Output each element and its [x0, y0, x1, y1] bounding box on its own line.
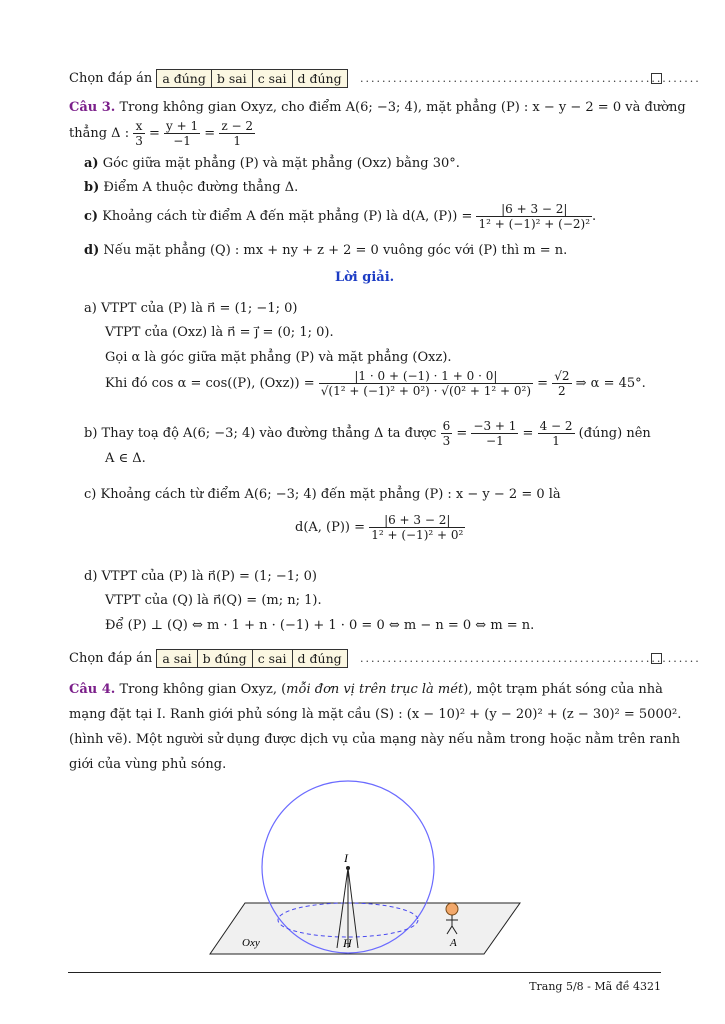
answer-dots: .............................................................. [360, 652, 701, 665]
sol-d-line-2: VTPT của (Q) là n⃗(Q) = (m; n; 1). [105, 593, 322, 608]
q4-line-1: Câu 4. Trong không gian Oxyz, (mỗi đơn vị trên trục là mét), một trạm phát sóng của nhà [69, 682, 663, 697]
sol-a-line-1: a) VTPT của (P) là n⃗ = (1; −1; 0) [84, 301, 298, 316]
q4-label: Câu 4. [69, 682, 116, 697]
answer-option: a đúng [162, 70, 206, 86]
sol-c-line-1: c) Khoảng cách từ điểm A(6; −3; 4) đến mặt phẳng (P) : x − y − 2 = 0 là [84, 487, 561, 502]
label-A: A [450, 937, 457, 949]
label-H: H [343, 936, 352, 950]
sol-d-line-1: d) VTPT của (P) là n⃗(P) = (1; −1; 0) [84, 569, 317, 584]
q3-item-b: b) Điểm A thuộc đường thẳng Δ. [84, 180, 299, 195]
sol-a-line-2: VTPT của (Oxz) là n⃗ = j⃗ = (0; 1; 0). [105, 325, 334, 340]
q3-item-c: c) Khoảng cách từ điểm A đến mặt phẳng (P) là d(A, (P)) = $\frac{|6 + 3 - 2|}{\text{1² + (−1)² + (−2)²}}$ . [84, 202, 597, 231]
answer-option: b sai [211, 70, 252, 87]
q3-frac-1: $\frac{x}{3}$ [135, 119, 143, 148]
answer-option: b đúng [197, 650, 252, 667]
sol-b-line-1: b) Thay toạ độ A(6; −3; 4) vào đường thẳng Δ ta được $\frac{6}{3}$ = $\frac{-3 + 1}{-1}$ = $\frac{4 - 2}{1}$ (đúng) nên [84, 419, 651, 448]
point-I [346, 866, 350, 870]
q3-item-d: d) Nếu mặt phẳng (Q) : mx + ny + z + 2 = 0 vuông góc với (P) thì m = n. [84, 243, 568, 258]
answer-option: d đúng [292, 70, 347, 87]
page-footer: Trang 5/8 - Mã đề 4321 [529, 980, 661, 993]
answer-option: a sai [162, 650, 192, 666]
sol-a-line-4: Khi đó cos α = cos((P), (Oxz)) = $\frac{|1 \cdot 0 + (-1) \cdot 1 + 0 \cdot 0|}{\text{√(1² + (−1)² + 0²) · √(0² + 1² + 0²)}}$ = $\frac{√2}{2}$ ⇒ α = 45°. [105, 369, 646, 398]
footer-rule [68, 972, 661, 973]
solution-title: Lời giải. [335, 270, 395, 285]
sol-b-line-2: A ∈ Δ. [105, 451, 146, 466]
answer-option: c sai [252, 650, 292, 667]
q3-line-equation: thẳng Δ : $\frac{x}{3}$ = $\frac{y + 1}{-1}$ = $\frac{z - 2}{1}$ [69, 119, 253, 148]
answer-dots: .............................................................. [360, 72, 701, 85]
q4-line-2: mạng đặt tại I. Ranh giới phủ sóng là mặt cầu (S) : (x − 10)² + (y − 20)² + (z − 30)² = 5000². [69, 707, 682, 722]
answer-option: c sai [252, 70, 292, 87]
q3-item-a: a) Góc giữa mặt phẳng (P) và mặt phẳng (Oxz) bằng 30°. [84, 156, 460, 171]
q3-intro-text: Trong không gian Oxyz, cho điểm A(6; −3; 4), mặt phẳng (P) : x − y − 2 = 0 và đường [119, 100, 686, 115]
q3-item-c-frac: $\frac{|6 + 3 - 2|}{\text{1² + (−1)² + (−2)²}}$ [478, 202, 591, 231]
sol-a-line-3: Gọi α là góc giữa mặt phẳng (P) và mặt phẳng (Oxz). [105, 350, 452, 365]
label-plane: Oxy [242, 937, 260, 949]
sol-d-line-3: Để (P) ⊥ (Q) ⇔ m · 1 + n · (−1) + 1 · 0 = 0 ⇔ m − n = 0 ⇔ m = n. [105, 618, 535, 633]
answer-prefix: Chọn đáp án [69, 70, 153, 86]
answer-option: d đúng [292, 650, 347, 667]
q4-line-3: (hình vẽ). Một người sử dụng được dịch vụ của mạng này nếu nằm trong hoặc nằm trên ranh [69, 732, 681, 747]
q3-frac-2: $\frac{y + 1}{-1}$ [166, 119, 199, 148]
q4-line-4: giới của vùng phủ sóng. [69, 757, 227, 772]
label-I: I [344, 851, 348, 865]
q3-line-prefix: thẳng Δ : [69, 126, 130, 141]
sol-c-equation: d(A, (P)) = $\frac{|6 + 3 - 2|}{\text{1² + (−1)² + 0²}}$ [295, 513, 464, 542]
q3-label: Câu 3. [69, 100, 116, 115]
q3-frac-3: $\frac{z - 2}{1}$ [221, 119, 253, 148]
answer-prefix: Chọn đáp án [69, 650, 153, 666]
